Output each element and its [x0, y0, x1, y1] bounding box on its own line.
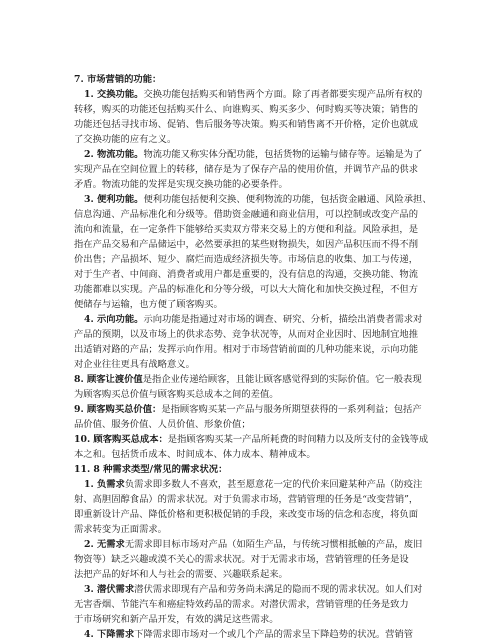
bold-heading-text: 3. 潜伏需求	[84, 584, 135, 595]
body-text: 转移，购买的功能还包括购买什么、向谁购买、购买多少、何时购买等决策；销售的	[74, 104, 418, 115]
bold-heading-text: 2. 物流功能。	[84, 149, 144, 160]
text-line	[74, 147, 432, 162]
bold-heading-text: 4. 下降需求	[84, 629, 135, 640]
text-line	[74, 507, 432, 522]
text-line	[74, 432, 432, 447]
body-text: 物资等）缺乏兴趣或漠不关心的需求状况。对于无需求市场，营销管理的任务是设	[74, 554, 409, 565]
bold-heading-text: 7. 市场营销的功能：	[74, 74, 162, 85]
bold-heading-text: 10. 顾客购买总成本：	[74, 434, 168, 445]
body-text: 便利功能包括便利交换、便利物流的功能，包括资金融通、风险承担、	[143, 194, 432, 205]
text-line	[74, 327, 432, 342]
bold-heading-text: 2. 无需求	[84, 539, 125, 550]
text-line	[74, 627, 432, 642]
body-text: 便储存与运输，也方便了顾客购买。	[74, 299, 223, 310]
body-text: 对于生产者、中间商、消费者或用户都是重要的，没有信息的沟通，交换功能、物流	[74, 269, 418, 280]
body-text: 负需求即多数人不喜欢，甚至愿意花一定的代价来回避某种产品（防疫注	[124, 479, 423, 490]
text-line	[74, 402, 432, 417]
body-text: 对企业往往更具有战略意义。	[74, 359, 195, 370]
document-body	[74, 72, 432, 642]
body-text: 射、高胆固醇食品）的需求状况。对于负需求市场，营销管理的任务是“改变营销”，	[74, 494, 419, 505]
text-line	[74, 267, 432, 282]
text-line	[74, 417, 432, 432]
bold-heading-text: 9. 顾客购买总价值：	[74, 404, 162, 415]
body-text: 指在产品交易和产品储运中，必然要承担的某些财物损失，如因产品积压而不得不削	[74, 239, 418, 250]
text-line	[74, 207, 432, 222]
text-line	[74, 177, 432, 192]
body-text: 是指顾客购买某一产品与服务所期望获得的一系列利益；包括产	[161, 404, 422, 415]
body-text: 于市场研究和新产品开发，有效的满足这些需求。	[74, 614, 279, 625]
body-text: 示向功能是指通过对市场的调查、研究、分析，描绘出消费者需求对	[143, 314, 423, 325]
body-text: 功能还包括寻找市场、促销、售后服务等决策。购买和销售离不开价格，定价也就成	[74, 119, 418, 130]
text-line	[74, 357, 432, 372]
text-line	[74, 102, 432, 117]
text-line	[74, 252, 432, 267]
text-line	[74, 582, 432, 597]
text-line	[74, 87, 432, 102]
text-line	[74, 297, 432, 312]
bold-heading-text: 8. 顾客让渡价值	[74, 374, 143, 385]
body-text: 是指顾客购买某一产品所耗费的时间精力以及所支付的金钱等成	[167, 434, 429, 445]
text-line	[74, 522, 432, 537]
text-line	[74, 447, 432, 462]
text-line	[74, 567, 432, 582]
text-line	[74, 552, 432, 567]
body-text: 交换功能包括购买和销售两个方面。除了再者都要实现产品所有权的	[143, 89, 423, 100]
body-text: 本之和。包括货币成本、时间成本、体力成本、精神成本。	[74, 449, 316, 460]
body-text: 需求转变为正面需求。	[74, 524, 167, 535]
body-text: 为顾客购买总价值与顾客购买总成本之间的差值。	[74, 389, 279, 400]
bold-heading-text: 3. 便利功能。	[84, 194, 144, 205]
body-text: 法把产品的好坏和人与社会的需要、兴趣联系起来。	[74, 569, 288, 580]
text-line	[74, 342, 432, 357]
body-text: 流向和流量，在一定条件下能够给买卖双方带来交易上的方便和利益。风险承担，是	[74, 224, 418, 235]
text-line	[74, 612, 432, 627]
text-line	[74, 117, 432, 132]
text-line	[74, 477, 432, 492]
text-line	[74, 282, 432, 297]
text-line	[74, 132, 432, 147]
bold-heading-text: 11. 8 种需求类型/常见的需求状况：	[74, 464, 228, 475]
body-text: 物流功能又称实体分配功能，包括货物的运输与储存等。运输是为了	[143, 149, 423, 160]
body-text: 品价值、服务价值、人员价值、形象价值；	[74, 419, 251, 430]
text-line	[74, 387, 432, 402]
text-line	[74, 597, 432, 612]
body-text: 无需求即目标市场对产品（如陌生产品，与传统习惯相抵触的产品，废旧	[124, 539, 423, 550]
bold-heading-text: 1. 交换功能。	[84, 89, 144, 100]
text-line	[74, 372, 432, 387]
body-text: 了交换功能的应有之义。	[74, 134, 177, 145]
body-text: 信息沟通、产品标准化和分级等。借助资金融通和商业信用，可以控制或改变产品的	[74, 209, 418, 220]
body-text: 产品的预期，以及市场上的供求态势、竞争状况等，从而对企业因时、因地制宜地推	[74, 329, 418, 340]
bold-heading-text: 4. 示向功能。	[84, 314, 144, 325]
body-text: 下降需求即市场对一个或几个产品的需求呈下降趋势的状况。营销管	[134, 629, 414, 640]
body-text: 即重新设计产品、降低价格和更积极促销的手段，来改变市场的信念和态度，将负面	[74, 509, 418, 520]
body-text: 功能都难以实现。产品的标准化和分等分级，可以大大简化和加快交换过程，不但方	[74, 284, 418, 295]
text-line	[74, 222, 432, 237]
body-text: 是指企业传递给顾客，且能让顾客感觉得到的实际价值。它一般表现	[142, 374, 422, 385]
body-text: 出适销对路的产品；发挥示向作用。相对于市场营销前面的几种功能来说，示向功能	[74, 344, 418, 355]
text-line	[74, 312, 432, 327]
text-line	[74, 72, 432, 87]
body-text: 矛盾。物流功能的发挥是实现交换功能的必要条件。	[74, 179, 288, 190]
text-line	[74, 162, 432, 177]
body-text: 无害香烟、节能汽车和癌症特效药品的需求。对潜伏需求，营销管理的任务是致力	[74, 599, 409, 610]
body-text: 潜伏需求即现有产品和劳务尚未满足的隐而不现的需求状况。如人们对	[134, 584, 423, 595]
body-text: 实现产品在空间位置上的转移，储存是为了保存产品的使用价值，并调节产品的供求	[74, 164, 418, 175]
bold-heading-text: 1. 负需求	[84, 479, 125, 490]
text-line	[74, 462, 432, 477]
body-text: 价出售；产品损坏、短少、腐烂而造成经济损失等。市场信息的收集、加工与传递，	[74, 254, 418, 265]
text-line	[74, 192, 432, 207]
text-line	[74, 492, 432, 507]
text-line	[74, 237, 432, 252]
text-line	[74, 537, 432, 552]
